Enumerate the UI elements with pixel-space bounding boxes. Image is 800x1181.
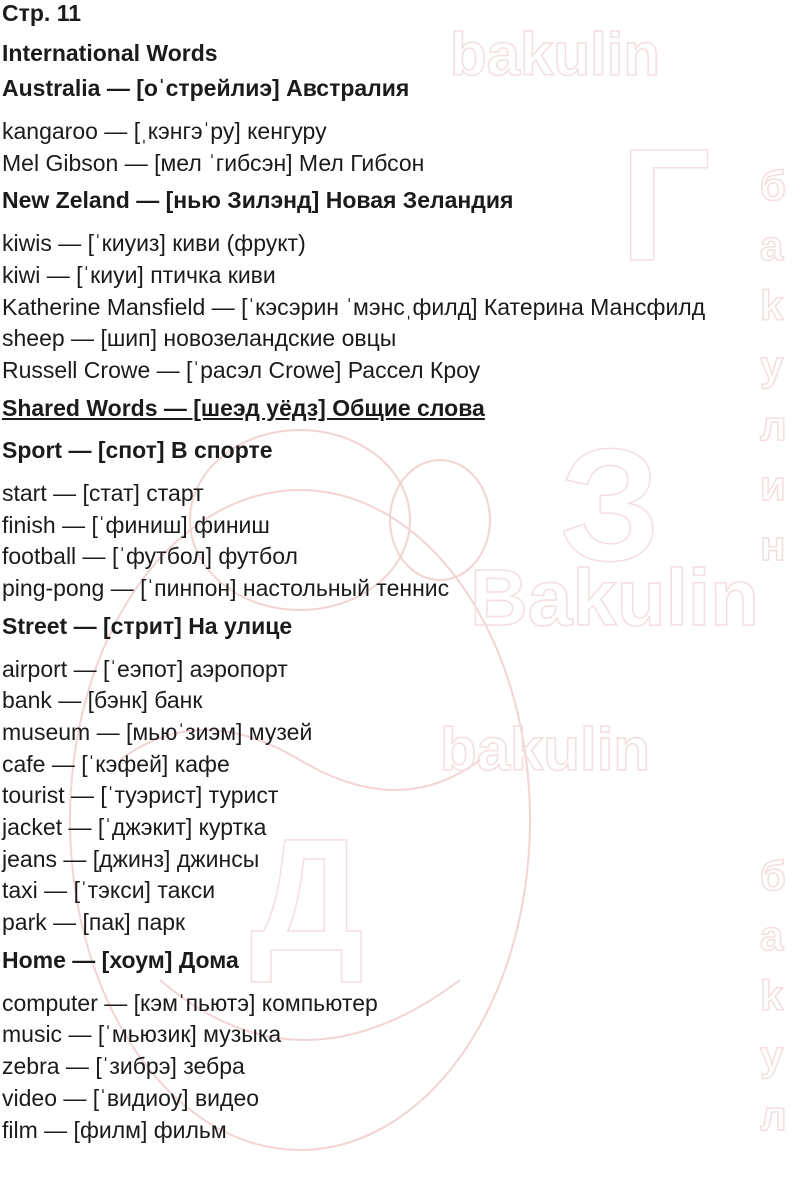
list-item: Mel Gibson — [мел ˈгибсэн] Мел Гибсон	[2, 149, 425, 176]
svg-text:л: л	[760, 402, 787, 449]
list-item: Russell Crowe — [ˈрасэл Crowe] Рассел Кроу	[2, 357, 481, 384]
svg-text:bakulin: bakulin	[450, 21, 661, 88]
list-item: tourist — [ˈтуэрист] турист	[2, 782, 279, 809]
list-item: park — [пак] парк	[2, 909, 186, 936]
svg-text:Д: Д	[250, 805, 364, 984]
list-item: museum — [мьюˈзиэм] музей	[2, 718, 313, 745]
entry-list	[2, 654, 800, 939]
list-item: music — [ˈмьюзик] музыка	[2, 1021, 282, 1048]
list-item: jeans — [джинз] джинсы	[2, 845, 260, 872]
list-item: sheep — [шип] новозеландские овцы	[2, 325, 397, 352]
svg-text:у: у	[760, 342, 784, 389]
svg-text:Г: Г	[620, 115, 711, 294]
list-item: kiwis — [ˈкиуиз] киви (фрукт)	[2, 230, 306, 257]
list-item: bank — [бэнк] банк	[2, 687, 203, 714]
list-item: taxi — [ˈтэкси] такси	[2, 877, 216, 904]
svg-text:и: и	[760, 462, 786, 509]
list-item: Katherine Mansfield — [ˈкэсэрин ˈмэнсˌфилд] Катерина Мансфилд	[2, 293, 706, 320]
svg-text:k: k	[760, 972, 784, 1019]
svg-text:З: З	[560, 415, 661, 594]
section-heading-text: Shared Words — [шеэд уёдз] Общие слова	[2, 394, 485, 421]
section-shared-words	[2, 394, 800, 422]
list-item: kangaroo — [ˌкэнгэˈру] кенгуру	[2, 118, 327, 144]
list-item: zebra — [ˈзибрэ] зебра	[2, 1053, 245, 1080]
svg-text:а: а	[760, 222, 784, 269]
section-heading: New Zeland — [нью Зилэнд] Новая Зеландия	[2, 187, 514, 214]
list-item: finish — [ˈфиниш] финиш	[2, 511, 270, 538]
list-item: kiwi — [ˈкиуи] птичка киви	[2, 262, 276, 289]
page-label: Стр. 11	[2, 0, 82, 26]
svg-text:у: у	[760, 1032, 784, 1079]
list-item: airport — [ˈеэпот] аэропорт	[2, 655, 288, 682]
svg-text:bakulin: bakulin	[440, 716, 651, 783]
section-heading: Street — [стрит] На улице	[2, 612, 293, 639]
list-item: start — [стат] старт	[2, 479, 204, 506]
section-australia	[2, 74, 800, 179]
list-item: video — [ˈвидиоу] видео	[2, 1084, 260, 1111]
section-street	[2, 612, 800, 939]
page-title: International Words	[2, 40, 218, 66]
entry-list	[2, 478, 800, 605]
svg-text:н: н	[760, 522, 786, 569]
section-heading: Australia — [оˈстрейлиэ] Австралия	[2, 75, 410, 101]
list-item: football — [ˈфутбол] футбол	[2, 543, 298, 570]
svg-text:л: л	[760, 1092, 787, 1139]
list-item: computer — [кэмˈпьютэ] компьютер	[2, 989, 378, 1016]
svg-text:k: k	[760, 282, 784, 329]
list-item: jacket — [ˈджэкит] куртка	[2, 814, 267, 840]
section-heading	[2, 394, 800, 422]
section-heading: Home — [хоум] Дома	[2, 946, 239, 973]
entry-list	[2, 228, 800, 386]
svg-text:б: б	[760, 852, 786, 899]
list-item: film — [филм] фильм	[2, 1116, 227, 1143]
svg-text:Bakulin: Bakulin	[470, 553, 759, 642]
svg-text:а: а	[760, 912, 784, 959]
section-sport	[2, 436, 800, 605]
section-home	[2, 946, 800, 1146]
section-heading: Sport — [спот] В спорте	[2, 436, 273, 463]
section-new-zeland	[2, 186, 800, 386]
entry-list	[2, 116, 800, 179]
list-item: ping-pong — [ˈпинпон] настольный теннис	[2, 574, 450, 601]
entry-list	[2, 988, 800, 1146]
list-item: cafe — [ˈкэфей] кафе	[2, 750, 230, 777]
svg-text:б: б	[760, 162, 786, 209]
